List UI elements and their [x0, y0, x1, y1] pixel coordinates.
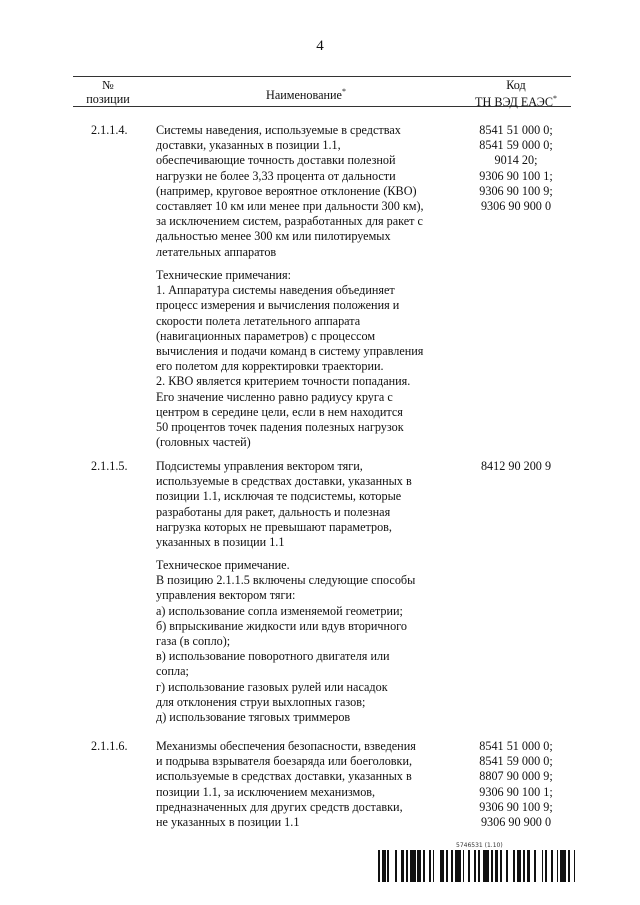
header-position [73, 78, 143, 106]
description-line: летательных аппаратов [156, 244, 277, 259]
description-line: доставки, указанных в позиции 1.1, [156, 138, 341, 153]
code-line: 8541 51 000 0; [479, 123, 553, 137]
note-line: (навигационных параметров) с процессом [156, 328, 376, 343]
description-line: составляет 10 км или менее при дальности 300 км), [156, 199, 424, 214]
note-line: д) использование тяговых триммеров [156, 710, 351, 725]
header-code-line1: Код [506, 78, 526, 92]
note-line: б) впрыскивание жидкости или вдув вторичного [156, 618, 407, 633]
entry-codes [458, 459, 574, 474]
header-code-line2: ТН ВЭД ЕАЭС* [475, 94, 557, 110]
note-line: Технические примечания: [156, 268, 292, 282]
note-line: управления вектором тяги: [156, 588, 296, 603]
note-line: для отклонения струи выхлопных газов; [156, 694, 366, 709]
code-line: 8541 59 000 0; [479, 138, 553, 153]
entry-notes [156, 558, 456, 725]
description-line: нагрузки не более 3,33 процента от дальности [156, 168, 396, 183]
description-line: позиции 1.1, исключая те подсистемы, которые [156, 489, 402, 504]
barcode-block [378, 842, 578, 882]
note-line: центром в середине цели, если в нем находится [156, 404, 403, 419]
description-line: и подрыва взрывателя боезаряда или боеголовки, [156, 754, 413, 769]
entry-description [156, 739, 456, 830]
code-line: 8412 90 200 9 [480, 459, 552, 473]
note-line: 1. Аппаратура системы наведения объединяет [156, 283, 395, 298]
description-line: обеспечивающие точность доставки полезной [156, 153, 396, 168]
header-code [458, 78, 574, 109]
note-line: сопла; [156, 664, 189, 679]
description-line: (например, круговое вероятное отклонение (КВО) [156, 183, 417, 198]
header-position-line1: № [102, 78, 114, 92]
code-line: 9306 90 100 9; [479, 183, 553, 198]
code-line: 8807 90 000 9; [479, 769, 553, 784]
code-line: 9306 90 100 9; [479, 799, 553, 814]
entry-codes [458, 739, 574, 830]
description-line: не указанных в позиции 1.1 [156, 815, 300, 830]
barcode-number: 5746531 (1.10) [456, 842, 503, 849]
header-position-line2: позиции [86, 92, 130, 106]
description-line: Механизмы обеспечения безопасности, взведения [156, 739, 416, 753]
entry-codes [458, 123, 574, 214]
description-line: предназначенных для других средств доставки, [156, 799, 403, 814]
note-line: скорости полета летательного аппарата [156, 313, 361, 328]
description-line: используемые в средствах доставки, указанных в [156, 769, 412, 784]
description-line: за исключением систем, разработанных для ракет с [156, 214, 423, 229]
note-line: Его значение численно равно радиусу круга с [156, 389, 393, 404]
entry-position: 2.1.1.6. [91, 739, 128, 753]
header-name [156, 85, 456, 102]
description-line: разработаны для ракет, дальность и полезная [156, 504, 391, 519]
note-line: процесс измерения и вычисления положения и [156, 298, 400, 313]
note-line: его полетом для корректировки траектории. [156, 359, 384, 374]
description-line: указанных в позиции 1.1 [156, 535, 285, 550]
page-number: 4 [316, 38, 324, 54]
header-name-mark: * [341, 87, 346, 96]
barcode-image [378, 850, 578, 882]
note-line: В позицию 2.1.1.5 включены следующие способы [156, 573, 416, 588]
note-line: газа (в сопло); [156, 634, 231, 649]
code-line: 9306 90 900 0 [480, 815, 552, 830]
note-line: г) использование газовых рулей или насадок [156, 679, 388, 694]
table-top-rule [73, 76, 571, 77]
description-line: Подсистемы управления вектором тяги, [156, 459, 363, 473]
header-name-text: Наименование [266, 88, 342, 103]
entry-position: 2.1.1.5. [91, 459, 128, 473]
note-line: (головных частей) [156, 435, 251, 450]
entry-description [156, 123, 456, 260]
code-line: 9014 20; [494, 153, 538, 168]
entry-notes [156, 268, 456, 450]
note-line: а) использование сопла изменяемой геометрии; [156, 603, 403, 618]
entry-position: 2.1.1.4. [91, 123, 128, 137]
note-line: вычисления и подачи команд в систему управления [156, 344, 424, 359]
code-line: 8541 51 000 0; [479, 739, 553, 753]
description-line: нагрузка которых не превышают параметров, [156, 519, 392, 534]
code-line: 8541 59 000 0; [479, 754, 553, 769]
description-line: Системы наведения, используемые в средствах [156, 123, 401, 137]
entry-description [156, 459, 456, 550]
note-line: Техническое примечание. [156, 558, 290, 572]
note-line: 2. КВО является критерием точности попадания. [156, 374, 411, 389]
description-line: дальностью менее 300 км или пилотируемых [156, 229, 391, 244]
code-line: 9306 90 100 1; [479, 784, 553, 799]
description-line: позиции 1.1, за исключением механизмов, [156, 784, 376, 799]
note-line: 50 процентов точек падения полезных нагрузок [156, 420, 404, 435]
code-line: 9306 90 100 1; [479, 168, 553, 183]
note-line: в) использование поворотного двигателя или [156, 649, 390, 664]
header-code-mark: * [552, 94, 557, 103]
description-line: используемые в средствах доставки, указанных в [156, 474, 412, 489]
code-line: 9306 90 900 0 [480, 199, 552, 214]
